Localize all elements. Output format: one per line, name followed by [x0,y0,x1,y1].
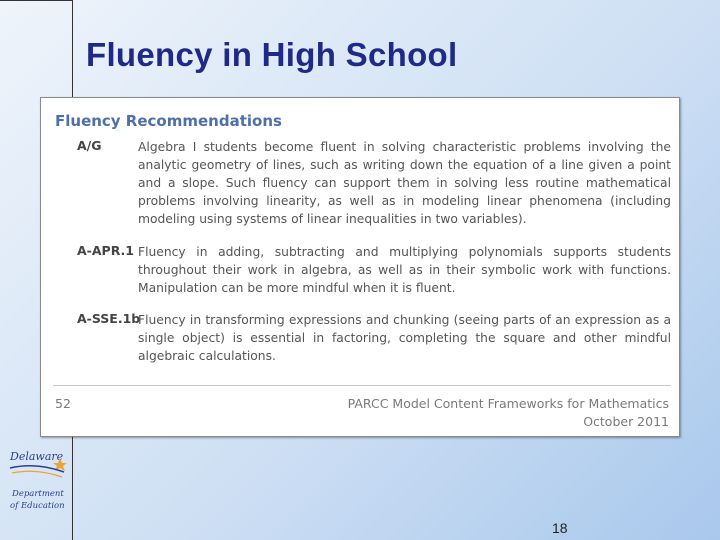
document-footer-title: PARCC Model Content Frameworks for Mathematics [347,396,669,411]
logo-line-education: of Education [10,501,65,511]
logo-line-department: Department [12,489,64,499]
document-footer-date: October 2011 [583,414,669,429]
footer-divider [53,385,671,386]
standard-code: A-SSE.1b [77,311,141,326]
slide-number: 18 [552,520,568,536]
recommendation-text: Fluency in transforming expressions and chunking (seeing parts of an expression as a single object) is essential in factoring, completing the square and other mindful algebraic calculations. [138,313,671,363]
document-excerpt [40,97,680,437]
recommendation-text: Fluency in adding, subtracting and multiplying polynomials supports students throughout their work in algebra, as well as in their symbolic work with functions. Manipulation can be more mindful when it is fluent. [138,245,671,295]
logo-line-delaware: Delaware [10,450,64,463]
swoosh-icon-accent [12,471,62,477]
standard-code: A-APR.1 [77,243,135,258]
document-page-number: 52 [55,396,71,411]
top-divider [0,0,72,1]
recommendation-text: Algebra I students become fluent in solving characteristic problems involving the analytic geometry of lines, such as writing down the equation of a line given a point and a slope. Such fluency can support them in solving less routine mathematical problems involving linearity, as well as in modeling linear phenomena (including modeling using systems of linear inequalities in two variables). [138,140,671,226]
delaware-doe-logo [6,446,68,518]
standard-code: A/G [77,138,102,153]
document-heading: Fluency Recommendations [55,112,282,130]
slide-title: Fluency in High School [86,36,458,73]
